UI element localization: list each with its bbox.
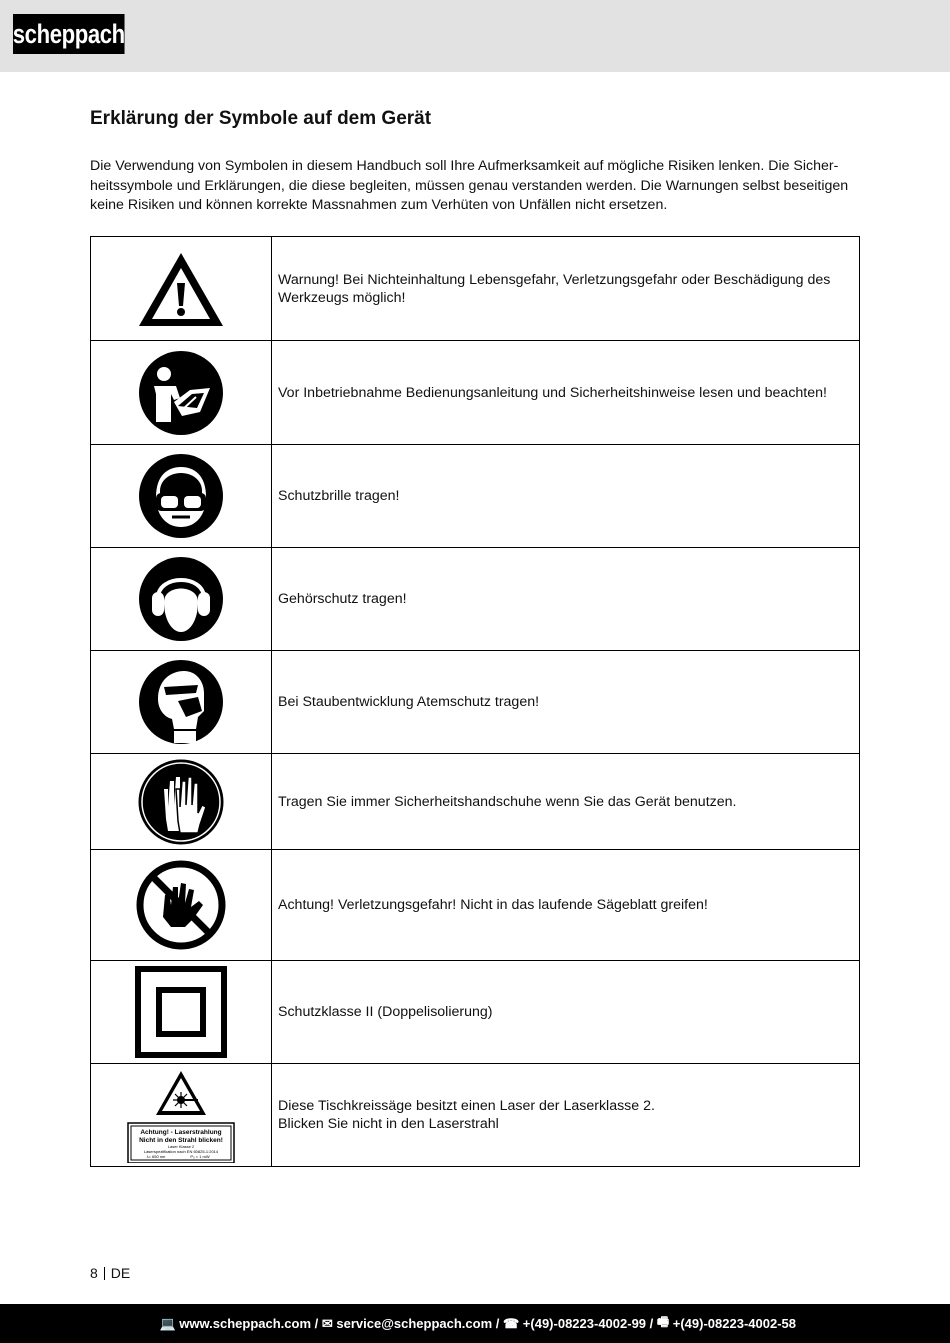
protection-class-ii-icon bbox=[135, 966, 227, 1058]
icon-cell bbox=[91, 651, 272, 754]
laser-label-power: P₀ < 1 mW bbox=[190, 1154, 210, 1159]
read-manual-icon bbox=[138, 350, 224, 436]
footer-web-link[interactable]: www.scheppach.com bbox=[179, 1316, 312, 1331]
footer-fax: +(49)-08223-4002-58 bbox=[672, 1316, 796, 1331]
icon-cell bbox=[91, 341, 272, 445]
page-number: 8 DE bbox=[90, 1265, 131, 1281]
mail-icon: ✉ bbox=[321, 1315, 337, 1331]
table-row bbox=[91, 341, 860, 445]
table-row bbox=[91, 651, 860, 754]
table-row bbox=[91, 754, 860, 850]
footer-phone: +(49)-08223-4002-99 bbox=[522, 1316, 647, 1331]
footer-email-link[interactable]: service@scheppach.com bbox=[336, 1316, 493, 1331]
laser-warning-icon bbox=[126, 1067, 236, 1163]
icon-cell bbox=[91, 961, 272, 1064]
symbol-table bbox=[90, 236, 860, 1167]
brand-logo: scheppach bbox=[13, 14, 125, 54]
gloves-icon bbox=[138, 759, 224, 845]
phone-icon: ☎ bbox=[502, 1315, 523, 1331]
warning-triangle-icon bbox=[136, 249, 226, 329]
table-row bbox=[91, 237, 860, 341]
symbol-description-line2: Blicken Sie nicht in den Laserstrahl bbox=[278, 1116, 499, 1132]
fax-icon: 🖷 bbox=[656, 1313, 673, 1329]
symbol-description: Achtung! Verletzungsgefahr! Nicht in das laufende Sägeblatt greifen! bbox=[272, 850, 860, 961]
laser-label-wavelength: λ= 650 nm bbox=[146, 1154, 166, 1159]
respirator-icon bbox=[138, 659, 224, 745]
intro-paragraph: Die Verwendung von Symbolen in diesem Handbuch soll Ihre Aufmerksamkeit auf mögliche Risiken lenken. Die Sicher-heitssymbole und Erklärungen, die diese begleiten, müssen genau verstanden werden. Die Warnungen selbst beseitigen keine Risiken und können korrekte Massnahmen zum Verhüten von Unfällen nicht ersetzen. bbox=[90, 158, 849, 213]
safety-goggles-icon bbox=[138, 453, 224, 539]
symbol-description: Schutzklasse II (Doppelisolierung) bbox=[272, 961, 860, 1064]
symbol-description: Vor Inbetriebnahme Bedienungsanleitung und Sicherheitshinweise lesen und beachten! bbox=[272, 341, 860, 445]
laser-label-line2: Nicht in den Strahl blicken! bbox=[139, 1137, 223, 1144]
symbol-description: Warnung! Bei Nichteinhaltung Lebensgefahr, Verletzungsgefahr oder Beschädigung des Werkzeugs möglich! bbox=[272, 237, 860, 341]
no-hand-icon bbox=[135, 859, 227, 951]
symbol-description-line1: Diese Tischkreissäge besitzt einen Laser der Laserklasse 2. bbox=[278, 1098, 655, 1114]
section-title: Erklärung der Symbole auf dem Gerät bbox=[90, 108, 432, 129]
page-footer: 💻 www.scheppach.com / ✉ service@scheppach.com / ☎ +(49)-08223-4002-99 / 🖷 +(49)-08223-4002-58 bbox=[0, 1304, 950, 1343]
icon-cell bbox=[91, 237, 272, 341]
icon-cell bbox=[91, 754, 272, 850]
symbol-description bbox=[272, 1064, 860, 1167]
laser-label-line1: Achtung! - Laserstrahlung bbox=[140, 1129, 222, 1136]
laser-label-line4: Laserspezifikation nach EN 60825-1:2014 bbox=[143, 1149, 219, 1154]
computer-icon: 💻 bbox=[159, 1315, 180, 1331]
symbol-description: Bei Staubentwicklung Atemschutz tragen! bbox=[272, 651, 860, 754]
table-row bbox=[91, 548, 860, 651]
laser-label-line3: Laser Klasse 2 bbox=[167, 1144, 195, 1149]
icon-cell bbox=[91, 850, 272, 961]
symbol-description: Schutzbrille tragen! bbox=[272, 445, 860, 548]
symbol-description: Gehörschutz tragen! bbox=[272, 548, 860, 651]
page-header bbox=[0, 0, 950, 72]
ear-protection-icon bbox=[138, 556, 224, 642]
icon-cell bbox=[91, 1064, 272, 1167]
symbol-description: Tragen Sie immer Sicherheitshandschuhe wenn Sie das Gerät benutzen. bbox=[272, 754, 860, 850]
table-row bbox=[91, 961, 860, 1064]
table-row bbox=[91, 1064, 860, 1167]
table-row bbox=[91, 850, 860, 961]
table-row bbox=[91, 445, 860, 548]
icon-cell bbox=[91, 548, 272, 651]
icon-cell bbox=[91, 445, 272, 548]
